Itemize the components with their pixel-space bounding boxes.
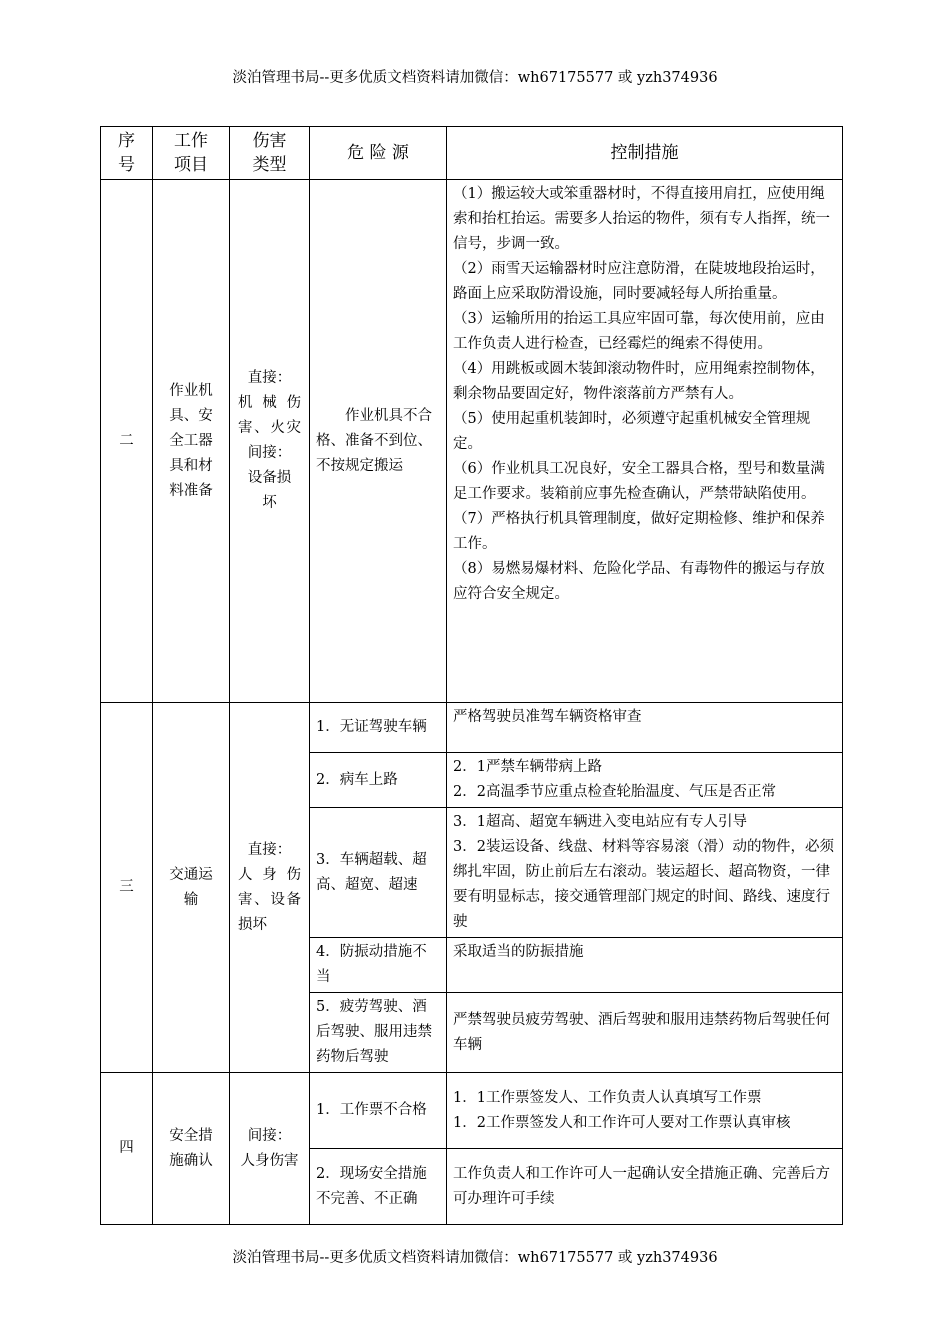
table-header-row	[101, 127, 843, 180]
harm-label: 直接：	[247, 370, 292, 386]
harm-label: 直接：	[247, 841, 292, 858]
harm-type	[230, 1073, 310, 1225]
col-header-harm	[230, 127, 310, 180]
harm-type	[230, 180, 310, 703]
hazard-source: 4．防振动措施不当	[310, 938, 447, 993]
col-header-text: 工作项目	[173, 131, 208, 175]
work-item: 安全措施确认	[153, 1073, 230, 1225]
control-measures	[447, 993, 843, 1073]
measure-line: 采取适当的防振措施	[453, 944, 584, 960]
measure-line: （8）易燃易爆材料、危险化学品、有毒物件的搬运与存放应符合安全规定。	[453, 561, 825, 602]
measure-line: 3．1超高、超宽车辆进入变电站应有专人引导	[453, 814, 747, 830]
risk-control-table	[100, 126, 843, 1225]
measure-line: 3．2装运设备、线盘、材料等容易滚（滑）动的物件，必须绑扎牢固，防止前后左右滚动。装运超长、超高物资，一律要有明显标志，接交通管理部门规定的时间、路线、速度行驶	[453, 839, 834, 930]
harm-label: 间接：	[247, 445, 292, 461]
measure-line: 1．1工作票签发人、工作负责人认真填写工作票	[453, 1089, 762, 1106]
col-header-text: 伤害类型	[252, 131, 287, 175]
control-measures	[447, 703, 843, 753]
hazard-source: 3．车辆超载、超高、超宽、超速	[310, 808, 447, 938]
work-item: 作业机具、安全工器具和材料准备	[153, 180, 230, 703]
harm-value: 机械伤害、火灾	[238, 395, 301, 436]
measure-line: （7）严格执行机具管理制度，做好定期检修、维护和保养工作。	[453, 511, 825, 552]
hazard-source: 2．病车上路	[310, 753, 447, 808]
section-no: 三	[101, 703, 153, 1073]
control-measures	[447, 180, 843, 703]
control-measures	[447, 1073, 843, 1149]
table-row	[101, 180, 843, 703]
measure-line: （3）运输所用的抬运工具应牢固可靠，每次使用前，应由工作负责人进行检查，已经霉烂的绳索不得使用。	[453, 311, 825, 352]
control-measures	[447, 808, 843, 938]
section-no: 四	[101, 1073, 153, 1225]
measure-line: 工作负责人和工作许可人一起确认安全措施正确、完善后方可办理许可手续	[453, 1165, 830, 1207]
hazard-source: 1．无证驾驶车辆	[310, 703, 447, 753]
col-header-item	[153, 127, 230, 180]
harm-value: 人身伤害、设备损坏	[238, 866, 301, 933]
measure-line: （4）用跳板或圆木装卸滚动物件时，应用绳索控制物体，剩余物品要固定好，物件滚落前方严禁有人。	[453, 361, 825, 402]
harm-label: 间接：	[247, 1127, 292, 1144]
harm-value: 设备损坏	[247, 470, 292, 511]
harm-value: 人身伤害	[240, 1152, 299, 1169]
col-header-hazard: 危 险 源	[310, 127, 447, 180]
control-measures	[447, 753, 843, 808]
measure-line: 严禁驾驶员疲劳驾驶、酒后驾驶和服用违禁药物后驾驶任何车辆	[453, 1011, 830, 1053]
col-header-no	[101, 127, 153, 180]
page-footer: 淡泊管理书局--更多优质文档资料请加微信：wh67175577 或 yzh374936	[232, 1250, 718, 1266]
hazard-source: 作业机具不合格、准备不到位、不按规定搬运	[310, 180, 447, 703]
page-header: 淡泊管理书局--更多优质文档资料请加微信：wh67175577 或 yzh374936	[232, 70, 718, 86]
col-header-measures: 控制措施	[447, 127, 843, 180]
hazard-source: 2．现场安全措施不完善、不正确	[310, 1149, 447, 1225]
control-measures	[447, 938, 843, 993]
hazard-source: 1．工作票不合格	[310, 1073, 447, 1149]
control-measures	[447, 1149, 843, 1225]
col-header-text: 序号	[117, 131, 135, 175]
measure-line: （6）作业机具工况良好，安全工器具合格，型号和数量满足工作要求。装箱前应事先检查确认，严禁带缺陷使用。	[453, 461, 825, 502]
measure-line: （2）雨雪天运输器材时应注意防滑，在陡坡地段抬运时，路面上应采取防滑设施，同时要减轻每人所抬重量。	[453, 261, 825, 302]
measure-line: 1．2工作票签发人和工作许可人要对工作票认真审核	[453, 1114, 791, 1131]
harm-type	[230, 703, 310, 1073]
work-item: 交通运输	[153, 703, 230, 1073]
section-no: 二	[101, 180, 153, 703]
measure-line: （5）使用起重机装卸时，必须遵守起重机械安全管理规定。	[453, 411, 811, 452]
measure-line: 2．2高温季节应重点检查轮胎温度、气压是否正常	[453, 784, 776, 800]
table-row	[101, 703, 843, 753]
hazard-source: 5．疲劳驾驶、酒后驾驶、服用违禁药物后驾驶	[310, 993, 447, 1073]
measure-line: 2．1严禁车辆带病上路	[453, 759, 602, 775]
measure-line: 严格驾驶员准驾车辆资格审查	[453, 709, 642, 725]
measure-line: （1）搬运较大或笨重器材时，不得直接用肩扛，应使用绳索和抬杠抬运。需要多人抬运的物件，须有专人指挥，统一信号，步调一致。	[453, 186, 830, 252]
table-row	[101, 1073, 843, 1149]
